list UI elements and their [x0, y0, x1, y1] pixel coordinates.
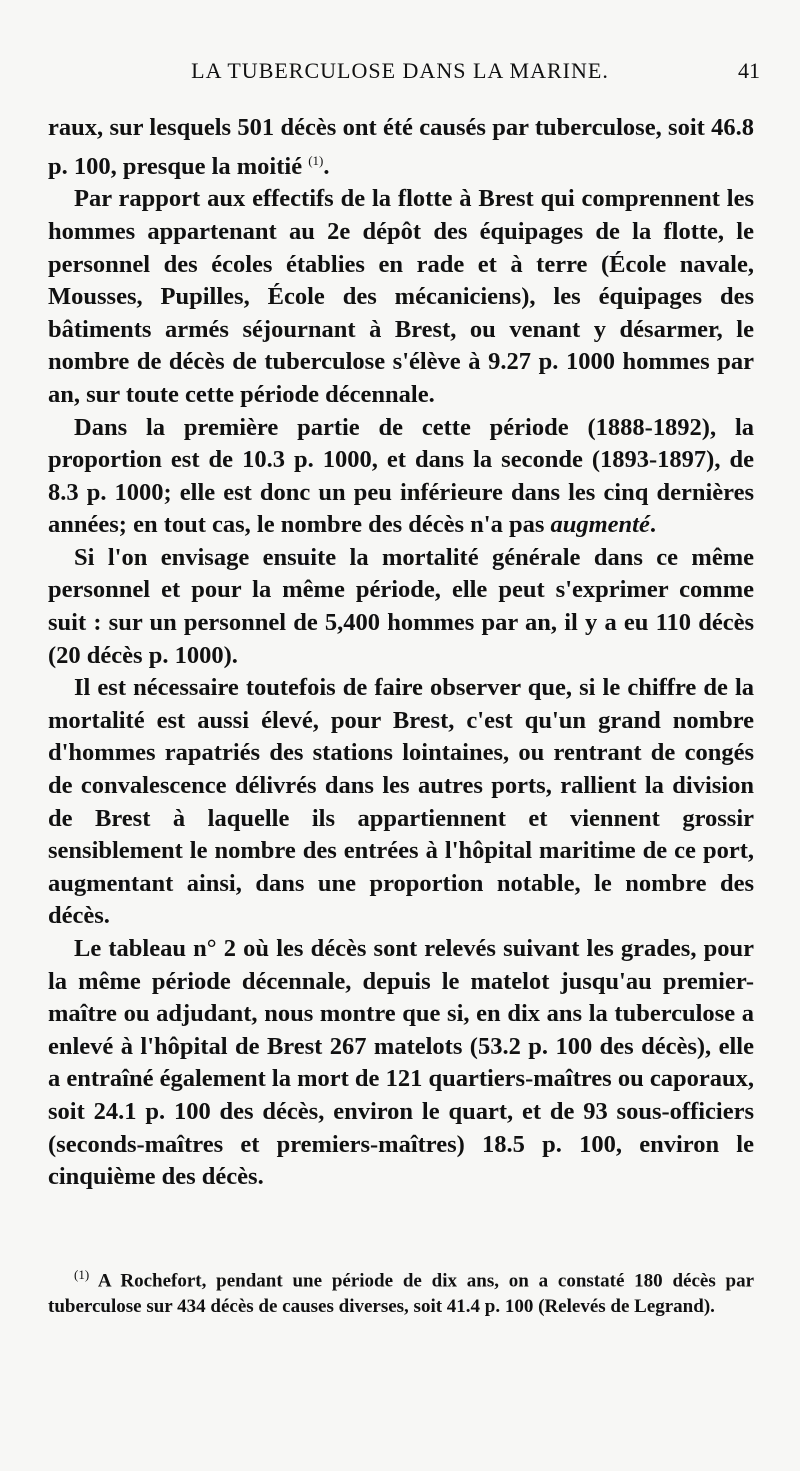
footnote-reference: (1) — [308, 152, 324, 168]
footnote — [48, 1262, 754, 1319]
running-title: LA TUBERCULOSE DANS LA MARINE. — [191, 58, 609, 83]
paragraph-text: Dans la première partie de cette période (1888-1892), la proportion est de 10.3 p. 1000, et dans la seconde (1893-1897), de 8.3 p. 1000; elle est donc un peu inférieure dans les cinq dernières années; en tout cas, le nombre des décès n'a pas — [48, 413, 754, 539]
paragraph: Si l'on envisage ensuite la mortalité générale dans ce même personnel et pour la même période, elle peut s'exprimer comme suit : sur un personnel de 5,400 hommes par an, il y a eu 110 décès (20 décès p. 1000). — [48, 543, 754, 669]
paragraph-text: raux, sur lesquels 501 décès ont été causés par tuberculose, soit 46.8 p. 100, presque la moitié — [48, 114, 754, 180]
footnote-body: A Rochefort, pendant une période de dix ans, on a constaté 180 décès par tuberculose sur 434 décès de causes diverses, soit 41.4 p. 100 (Relevés de Legrand). — [48, 1270, 755, 1317]
emphasized-word: augmenté — [550, 511, 650, 539]
paragraph: Le tableau n° 2 où les décès sont relevés suivant les grades, pour la même période décennale, depuis le matelot jusqu'au premier-maître ou adjudant, nous montre que si, en dix ans la tuberculose a enlevé à l'hôpital de Brest 267 matelots (53.2 p. 100 des décès), elle a entraîné également la mort de 121 quartiers-maîtres ou caporaux, soit 24.1 p. 100 des décès, environ le quart, et de 93 sous-officiers (seconds-maîtres et premiers-maîtres) 18.5 p. 100, environ le cinquième des décès. — [48, 935, 754, 1191]
page-number: 41 — [738, 58, 760, 83]
footnote-text — [48, 1262, 754, 1319]
paragraph-text: . — [323, 152, 330, 180]
paragraph — [48, 112, 754, 183]
paragraph-text: . — [649, 511, 656, 539]
paragraph: Il est nécessaire toutefois de faire observer que, si le chiffre de la mortalité est aussi élevé, pour Brest, c'est qu'un grand nombre d'hommes rapatriés des stations lointaines, ou rentrant de congés de convalescence délivrés dans les autres ports, rallient la division de Brest à laquelle ils appartiennent et viennent grossir sensiblement le nombre des entrées à l'hôpital maritime de ce port, augmentant ainsi, dans une proportion notable, le nombre des décès. — [48, 674, 754, 930]
footnote-marker: (1) — [74, 1267, 90, 1282]
main-text — [48, 112, 754, 1194]
paragraph: Par rapport aux effectifs de la flotte à Brest qui comprennent les hommes appartenant au 2e dépôt des équipages de la flotte, le personnel des écoles établies en rade et à terre (École navale, Mousses, Pupilles, École des mécaniciens), les équipages des bâtiments armés séjournant à Brest, ou venant y désarmer, le nombre de décès de tuberculose s'élève à 9.27 p. 1000 hommes par an, sur toute cette période décennale. — [48, 185, 754, 408]
running-header — [40, 58, 760, 92]
paragraph — [48, 412, 754, 542]
